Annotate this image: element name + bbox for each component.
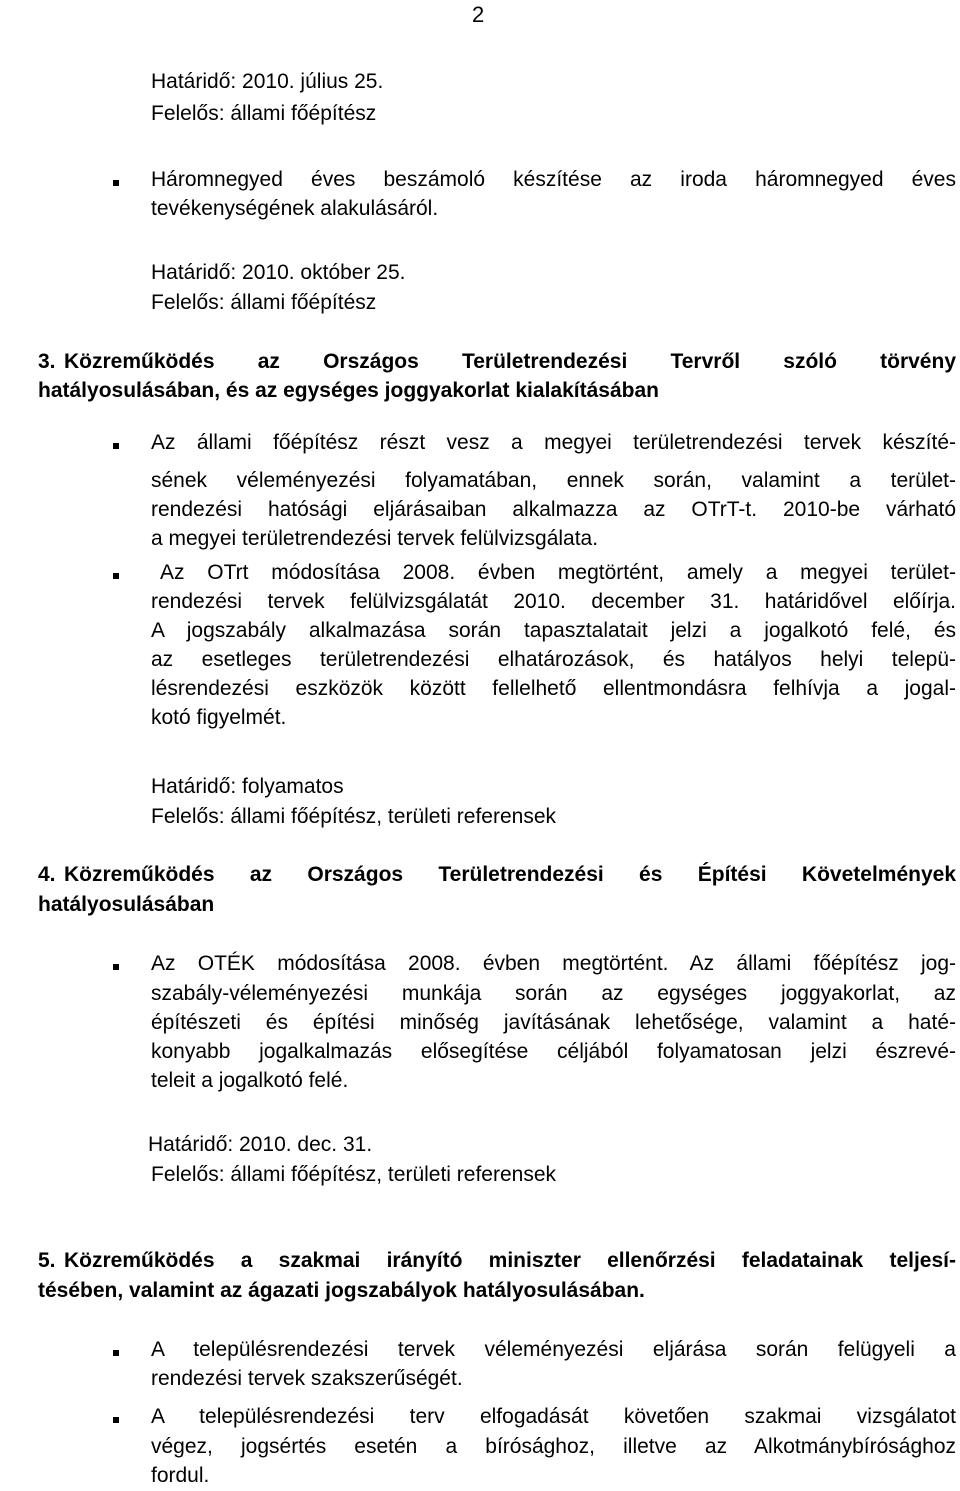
section-title: Közreműködés az Országos Területrendezési Tervről szóló törvény xyxy=(64,350,956,373)
bullet-text-line: rendezési tervek szakszerűségét. xyxy=(151,1367,463,1390)
bullet-text-line: A településrendezési terv elfogadását követően szakmai vizsgálatot xyxy=(151,1405,956,1428)
bullet-text-line: Az OTÉK módosítása 2008. évben megtörtént. Az állami főépítész jog- xyxy=(151,952,956,975)
bullet-text-line: konyabb jogalkalmazás elősegítése céljából folyamatosan jelzi észrevé- xyxy=(151,1040,956,1063)
bullet-text-line: fordul. xyxy=(151,1464,210,1487)
section-title: tésében, valamint az ágazati jogszabályok hatályosulásában. xyxy=(38,1279,645,1302)
deadline-text: Határidő: folyamatos xyxy=(151,775,344,798)
bullet-icon xyxy=(113,443,119,449)
bullet-icon xyxy=(113,1350,119,1356)
section-number: 5. xyxy=(38,1249,56,1272)
bullet-text-line: teleit a jogalkotó felé. xyxy=(151,1069,349,1092)
deadline-text: Határidő: 2010. október 25. xyxy=(151,261,406,284)
responsible-text: Felelős: állami főépítész, területi referensek xyxy=(151,805,557,828)
bullet-text-line: sének véleményezési folyamatában, ennek során, valamint a terület- xyxy=(151,469,956,492)
bullet-text-line: végez, jogsértés esetén a bírósághoz, illetve az Alkotmánybírósághoz xyxy=(151,1435,956,1458)
bullet-text-line: A jogszabály alkalmazása során tapasztalatait jelzi a jogalkotó felé, és xyxy=(151,619,956,642)
bullet-text-line: Az állami főépítész részt vesz a megyei területrendezési tervek készíté- xyxy=(151,431,956,454)
deadline-text: Határidő: 2010. dec. 31. xyxy=(148,1133,373,1156)
bullet-text-line: szabály-véleményezési munkája során az egységes joggyakorlat, az xyxy=(151,982,956,1005)
section-title: Közreműködés a szakmai irányító miniszter ellenőrzési feladatainak teljesí- xyxy=(64,1249,956,1272)
bullet-text-line: rendezési hatósági eljárásaiban alkalmazza az OTrT-t. 2010-be várható xyxy=(151,498,956,521)
bullet-icon xyxy=(113,964,119,970)
bullet-text-line: lésrendezési eszközök között fellelhető ellentmondásra felhívja a jogal- xyxy=(151,677,956,700)
section-title: hatályosulásában, és az egységes joggyakorlat kialakításában xyxy=(38,379,659,402)
section-number: 4. xyxy=(38,863,56,886)
bullet-text-line: Az OTrt módosítása 2008. évben megtörtént, amely a megyei terület- xyxy=(160,561,956,584)
bullet-text-line: A településrendezési tervek véleményezési eljárása során felügyeli a xyxy=(151,1338,956,1361)
bullet-icon xyxy=(113,573,119,579)
page-number: 2 xyxy=(472,2,485,27)
section-title: hatályosulásában xyxy=(38,893,215,916)
responsible-text: Felelős: állami főépítész xyxy=(151,102,377,125)
deadline-text: Határidő: 2010. július 25. xyxy=(151,70,384,93)
bullet-icon xyxy=(113,180,119,186)
bullet-text-line: az esetleges területrendezési elhatározások, és hatályos helyi telepü- xyxy=(151,648,956,671)
bullet-icon xyxy=(113,1417,119,1423)
bullet-text-line: építészeti és építési minőség javításának lehetősége, valamint a haté- xyxy=(151,1011,956,1034)
responsible-text: Felelős: állami főépítész xyxy=(151,291,377,314)
bullet-text-line: rendezési tervek felülvizsgálatát 2010. december 31. határidővel előírja. xyxy=(151,590,956,613)
section-number: 3. xyxy=(38,350,56,373)
responsible-text: Felelős: állami főépítész, területi referensek xyxy=(151,1163,557,1186)
bullet-text-line: tevékenységének alakulásáról. xyxy=(151,197,439,220)
section-title: Közreműködés az Országos Területrendezési és Építési Követelmények xyxy=(64,863,956,886)
bullet-text-line: a megyei területrendezési tervek felülvizsgálata. xyxy=(151,527,599,550)
bullet-text-line: Háromnegyed éves beszámoló készítése az iroda háromnegyed éves xyxy=(151,168,956,191)
bullet-text-line: kotó figyelmét. xyxy=(151,706,287,729)
